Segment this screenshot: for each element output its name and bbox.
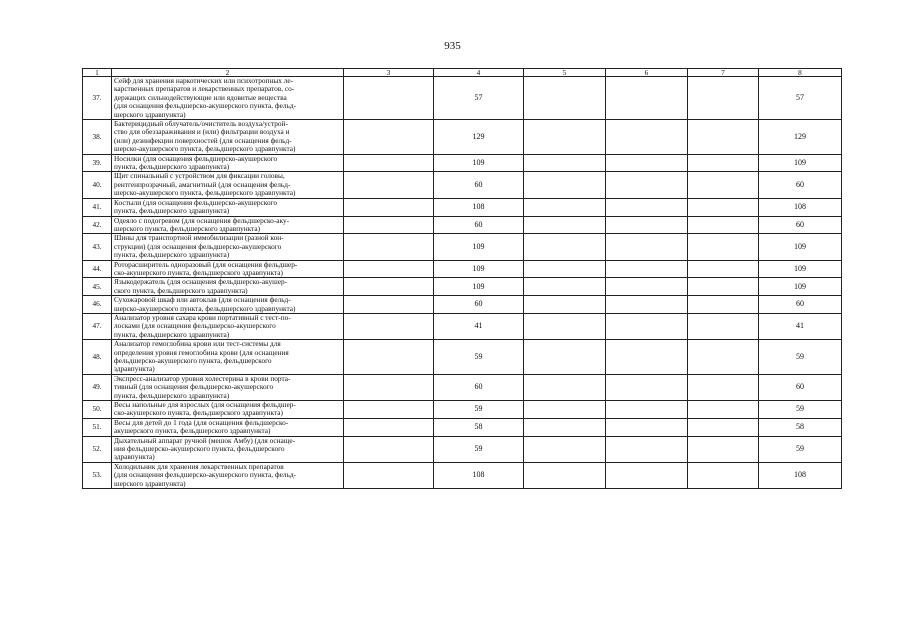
column-8-value: 109 [759,154,842,172]
table-row [83,216,842,234]
row-number: 46. [83,296,112,314]
column-4-value: 60 [434,374,524,400]
column-4-value: 60 [434,296,524,314]
description-line: карственных препаратов и лекарственных препаратов, со- [114,84,295,94]
description-line: Сухожаровой шкаф или автоклав (для оснащения фельд- [114,295,291,305]
description-line: ство для обеззараживания и (или) фильтрации воздуха и [114,127,290,137]
column-3-cell [344,198,434,216]
row-number: 37. [83,77,112,120]
table-row [83,260,842,278]
item-description [112,296,344,314]
column-7-cell [688,462,759,488]
table-row [83,234,842,260]
description-line: здравпункта) [114,364,155,374]
column-6-cell [606,401,688,419]
description-line: Экспресс-анализатор уровня холестерина в крови порта- [114,373,291,383]
column-7-cell [688,260,759,278]
description-line: Анализатор уровня сахара крови портативный с тест-по- [114,312,291,322]
description-line: Анализатор гемоглобина крови или тест-системы для [114,339,281,349]
column-4-value: 41 [434,313,524,339]
table-row [83,401,842,419]
column-3-cell [344,401,434,419]
description-line: Носилки (для оснащения фельдшерско-акушерского [114,153,278,163]
description-line: (или) дезинфекции поверхностей (для оснащения фельд- [114,135,292,145]
table-row [83,172,842,198]
row-number: 43. [83,234,112,260]
row-number: 42. [83,216,112,234]
column-6-cell [606,172,688,198]
row-number: 40. [83,172,112,198]
row-number: 45. [83,278,112,296]
row-number: 48. [83,340,112,375]
row-number: 53. [83,462,112,488]
description-line: ско-акушерского пункта, фельдшерского здравпункта) [114,267,283,277]
column-4-value: 109 [434,260,524,278]
column-4-value: 59 [434,340,524,375]
table-row [83,198,842,216]
column-5-cell [524,418,606,436]
column-4-value: 60 [434,216,524,234]
column-8-value: 108 [759,462,842,488]
description-line: пункта, фельдшерского здравпункта) [114,329,230,339]
column-4-value: 109 [434,234,524,260]
column-8-value: 59 [759,436,842,462]
table-row [83,278,842,296]
column-header: 6 [606,69,688,77]
description-line: определения уровня гемоглобина крови (для оснащения [114,347,289,357]
item-description [112,462,344,488]
table-row [83,374,842,400]
description-line: Языкодержатель (для оснащения фельдшерско-акушер- [114,277,288,287]
column-7-cell [688,278,759,296]
table-row [83,296,842,314]
item-description [112,401,344,419]
column-7-cell [688,172,759,198]
description-line: тивный (для оснащения фельдшерско-акушерского [114,382,274,392]
column-7-cell [688,234,759,260]
column-5-cell [524,154,606,172]
item-description [112,436,344,462]
row-number: 39. [83,154,112,172]
column-3-cell [344,154,434,172]
table-row [83,120,842,155]
column-header: 3 [344,69,434,77]
column-4-value: 58 [434,418,524,436]
description-line: струкции) (для оснащения фельдшерско-акушерского [114,241,282,251]
column-6-cell [606,313,688,339]
row-number: 38. [83,120,112,155]
description-line: акушерского пункта, фельдшерского здравпункта) [114,426,271,436]
column-header: 7 [688,69,759,77]
description-line: шерско-акушерского пункта, фельдшерского здравпункта) [114,303,296,313]
description-line: ского пункта, фельдшерского здравпункта) [114,285,248,295]
column-3-cell [344,120,434,155]
item-description [112,340,344,375]
column-5-cell [524,260,606,278]
column-7-cell [688,313,759,339]
column-header: 2 [112,69,344,77]
column-header: 1 [83,69,112,77]
column-6-cell [606,154,688,172]
description-line: пункта, фельдшерского здравпункта) [114,206,230,216]
description-line: здравпункта) [114,452,155,462]
column-8-value: 60 [759,216,842,234]
column-8-value: 59 [759,401,842,419]
column-7-cell [688,401,759,419]
column-5-cell [524,234,606,260]
column-header: 8 [759,69,842,77]
column-3-cell [344,340,434,375]
column-5-cell [524,401,606,419]
column-4-value: 109 [434,278,524,296]
column-8-value: 60 [759,172,842,198]
column-5-cell [524,436,606,462]
column-6-cell [606,418,688,436]
column-7-cell [688,198,759,216]
column-7-cell [688,418,759,436]
column-3-cell [344,436,434,462]
item-description [112,120,344,155]
description-line: ско-акушерского пункта, фельдшерского здравпункта) [114,408,283,418]
column-8-value: 41 [759,313,842,339]
column-7-cell [688,340,759,375]
table-row [83,462,842,488]
column-6-cell [606,216,688,234]
column-8-value: 60 [759,296,842,314]
description-line: шерского пункта, фельдшерского здравпункта) [114,223,261,233]
row-number: 49. [83,374,112,400]
item-description [112,77,344,120]
page-number: 935 [444,40,461,52]
description-line: Щит спинальный с устройством для фиксации головы, [114,171,285,181]
description-line: Роторасширитель одноразовый (для оснащения фельдшер- [114,259,298,269]
column-3-cell [344,77,434,120]
description-line: (для оснащения фельдшерско-акушерского пункта, фельд- [114,101,297,111]
column-5-cell [524,462,606,488]
column-7-cell [688,154,759,172]
column-8-value: 108 [759,198,842,216]
description-line: Весы напольные для взрослых (для оснащения фельдшер- [114,400,296,410]
item-description [112,374,344,400]
item-description [112,154,344,172]
column-4-value: 57 [434,77,524,120]
item-description [112,313,344,339]
column-5-cell [524,198,606,216]
item-description [112,198,344,216]
table-row [83,77,842,120]
row-number: 44. [83,260,112,278]
description-line: Костыли (для оснащения фельдшерско-акушерского [114,197,278,207]
description-line: держащих сильнодействующие или ядовитые вещества [114,92,287,102]
column-7-cell [688,436,759,462]
column-6-cell [606,278,688,296]
description-line: лосками (для оснащения фельдшерско-акушерского [114,321,276,331]
column-5-cell [524,296,606,314]
item-description [112,260,344,278]
description-line: Холодильник для хранения лекарственных препаратов [114,461,284,471]
column-3-cell [344,172,434,198]
column-4-value: 108 [434,462,524,488]
item-description [112,278,344,296]
column-8-value: 60 [759,374,842,400]
description-line: рентгенпрозрачный, амагнитный (для оснащения фельд- [114,179,291,189]
description-line: шерско-акушерского пункта, фельдшерского здравпункта) [114,144,296,154]
description-line: Бактерицидный облучатель/очиститель воздуха/устрой- [114,119,288,129]
column-3-cell [344,418,434,436]
column-5-cell [524,77,606,120]
column-4-value: 59 [434,436,524,462]
row-number: 47. [83,313,112,339]
description-line: Сейф для хранения наркотических или психотропных ле- [114,76,294,85]
column-8-value: 59 [759,340,842,375]
column-3-cell [344,234,434,260]
column-8-value: 109 [759,260,842,278]
column-5-cell [524,120,606,155]
column-3-cell [344,462,434,488]
column-6-cell [606,260,688,278]
item-description [112,172,344,198]
table-row [83,154,842,172]
description-line: пункта, фельдшерского здравпункта) [114,250,230,260]
column-3-cell [344,260,434,278]
column-3-cell [344,216,434,234]
description-line: Одеяло с подогревом (для оснащения фельдшерско-аку- [114,215,290,225]
column-8-value: 129 [759,120,842,155]
column-8-value: 109 [759,278,842,296]
column-4-value: 129 [434,120,524,155]
column-3-cell [344,278,434,296]
column-6-cell [606,77,688,120]
column-7-cell [688,216,759,234]
column-6-cell [606,234,688,260]
column-header: 5 [524,69,606,77]
column-4-value: 108 [434,198,524,216]
description-line: шерского здравпункта) [114,109,186,119]
column-8-value: 109 [759,234,842,260]
column-6-cell [606,340,688,375]
column-5-cell [524,313,606,339]
column-6-cell [606,462,688,488]
row-number: 52. [83,436,112,462]
row-number: 51. [83,418,112,436]
item-description [112,216,344,234]
column-8-value: 58 [759,418,842,436]
column-5-cell [524,278,606,296]
equipment-table [82,68,842,489]
column-7-cell [688,120,759,155]
column-6-cell [606,374,688,400]
item-description [112,418,344,436]
column-6-cell [606,436,688,462]
column-7-cell [688,77,759,120]
column-4-value: 60 [434,172,524,198]
column-6-cell [606,198,688,216]
column-4-value: 59 [434,401,524,419]
description-line: шерского здравпункта) [114,478,186,488]
column-5-cell [524,216,606,234]
column-7-cell [688,374,759,400]
description-line: фельдшерско-акушерского пункта, фельдшерского [114,356,272,365]
description-line: Дыхательный аппарат ручной (мешок Амбу) (для оснаще- [114,435,296,445]
column-header: 4 [434,69,524,77]
column-5-cell [524,374,606,400]
column-4-value: 109 [434,154,524,172]
description-line: (для оснащения фельдшерско-акушерского пункта, фельд- [114,470,297,480]
description-line: Весы для детей до 1 года (для оснащения фельдшерско- [114,417,289,427]
column-5-cell [524,340,606,375]
table-row [83,418,842,436]
column-6-cell [606,296,688,314]
description-line: ния фельдшерско-акушерского пункта, фельдшерского [114,444,285,454]
description-line: шерско-акушерского пункта, фельдшерского здравпункта) [114,188,296,198]
table-row [83,313,842,339]
description-line: пункта, фельдшерского здравпункта) [114,390,230,400]
column-6-cell [606,120,688,155]
description-line: пункта, фельдшерского здравпункта) [114,162,230,172]
column-3-cell [344,296,434,314]
item-description [112,234,344,260]
column-3-cell [344,313,434,339]
description-line: Шины для транспортной иммобилизации (разной кон- [114,233,284,243]
table-row [83,340,842,375]
row-number: 41. [83,198,112,216]
table-row [83,436,842,462]
column-5-cell [524,172,606,198]
column-8-value: 57 [759,77,842,120]
column-3-cell [344,374,434,400]
row-number: 50. [83,401,112,419]
column-7-cell [688,296,759,314]
